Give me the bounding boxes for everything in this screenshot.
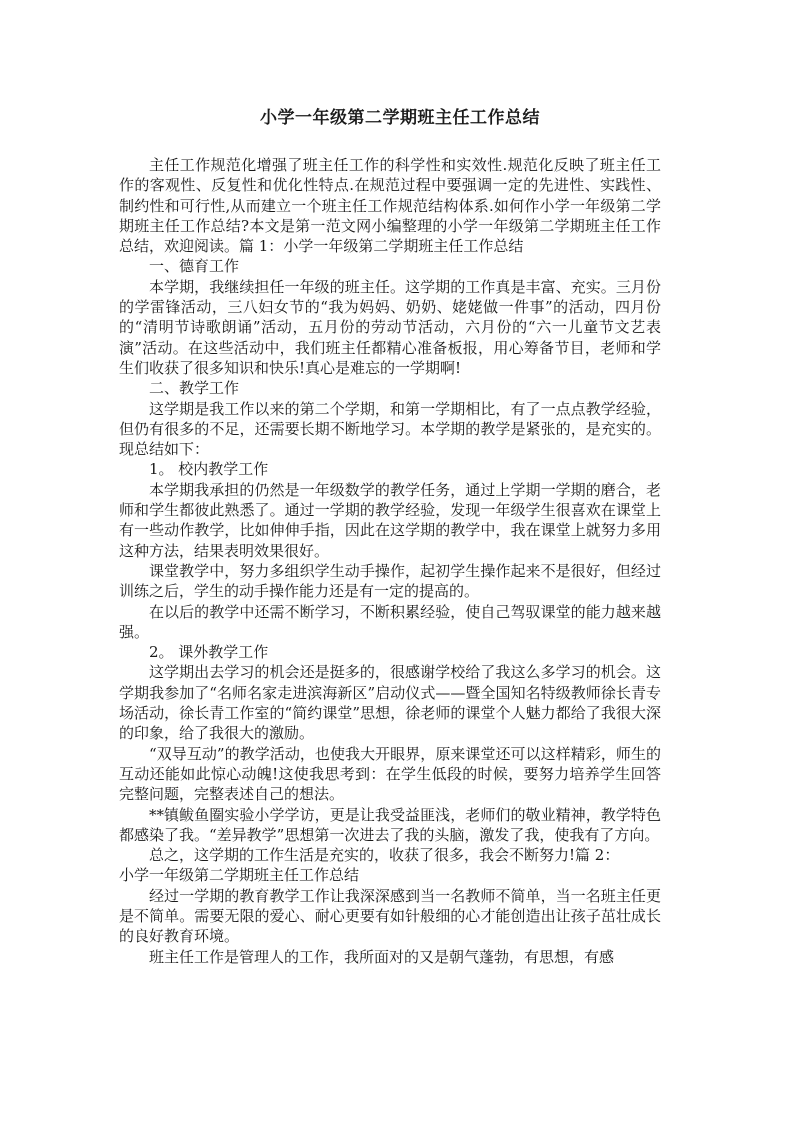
paragraph: 课堂教学中，努力多组织学生动手操作，起初学生操作起来不是很好，但经过训练之后，学生的动手操作能力还是有一定的提高的。 (119, 561, 661, 601)
paragraph: 总之，这学期的工作生活是充实的，收获了很多，我会不断努力!篇 2： (149, 846, 620, 865)
section-heading-teaching: 二、教学工作 (149, 379, 240, 398)
paragraph: 本学期，我继续担任一年级的班主任。这学期的工作真是丰富、充实。三月份的学雷锋活动，三八妇女节的“我为妈妈、奶奶、姥姥做一件事”的活动，四月份的“清明节诗歌朗诵”活动，五月份的劳动节活动，六月份的“六一儿童节文艺表演”活动。在这些活动中，我们班主任都精心准备板报，用心筹备节目，老师和学生们收获了很多知识和快乐!真心是难忘的一学期啊! (119, 277, 661, 377)
article-2-title: 小学一年级第二学期班主任工作总结 (119, 866, 360, 885)
paragraph: **镇鲅鱼圈实验小学学访，更是让我受益匪浅，老师们的敬业精神，教学特色都感染了我。“差异教学”思想第一次进去了我的头脑，激发了我，使我有了方向。 (119, 805, 661, 844)
paragraph: 这学期是我工作以来的第二个学期，和第一学期相比，有了一点点教学经验，但仍有很多的不足，还需要长期不断地学习。本学期的教学是紧张的，是充实的。现总结如下： (119, 399, 661, 459)
section-heading-moral: 一、德育工作 (149, 257, 240, 276)
paragraph: 班主任工作是管理人的工作，我所面对的又是朝气蓬勃，有思想，有感 (149, 947, 615, 966)
paragraph: 在以后的教学中还需不断学习，不断积累经验，使自己驾驭课堂的能力越来越强。 (119, 602, 661, 641)
page-title: 小学一年级第二学期班主任工作总结 (260, 108, 540, 128)
paragraph: “双导互动”的教学活动，也使我大开眼界，原来课堂还可以这样精彩，师生的互动还能如此惊心动魄!这使我思考到：在学生低段的时候，要努力培养学生回答完整问题，完整表述自己的想法。 (119, 744, 661, 804)
intro-paragraph: 主任工作规范化增强了班主任工作的科学性和实效性.规范化反映了班主任工作的客观性、反复性和优化性特点.在规范过程中要强调一定的先进性、实践性、制约性和可行性,从而建立一个班主任工作规范结构体系.如何作小学一年级第二学期班主任工作总结?本文是第一范文网小编整理的小学一年级第二学期班主任工作总结，欢迎阅读。篇 1：小学一年级第二学期班主任工作总结 (119, 156, 661, 256)
subsection-heading-extracurricular: 2。 课外教学工作 (149, 643, 269, 662)
subsection-heading-in-school: 1。 校内教学工作 (149, 460, 269, 479)
paragraph: 经过一学期的教育教学工作让我深深感到当一名教师不简单，当一名班主任更是不简单。需要无限的爱心、耐心更要有如针般细的心才能创造出让孩子茁壮成长的良好教育环境。 (119, 886, 661, 946)
paragraph: 本学期我承担的仍然是一年级数学的教学任务，通过上学期一学期的磨合，老师和学生都彼此熟悉了。通过一学期的教学经验，发现一年级学生很喜欢在课堂上有一些动作教学，比如伸伸手指，因此在这学期的教学中，我在课堂上就努力多用这种方法，结果表明效果很好。 (119, 480, 661, 560)
document-body (119, 155, 661, 967)
paragraph: 这学期出去学习的机会还是挺多的，很感谢学校给了我这么多学习的机会。这学期我参加了“名师名家走进滨海新区”启动仪式——暨全国知名特级教师徐长青专场活动，徐长青工作室的“简约课堂”思想，徐老师的课堂个人魅力都给了我很大深的印象，给了我很大的激励。 (119, 663, 661, 743)
